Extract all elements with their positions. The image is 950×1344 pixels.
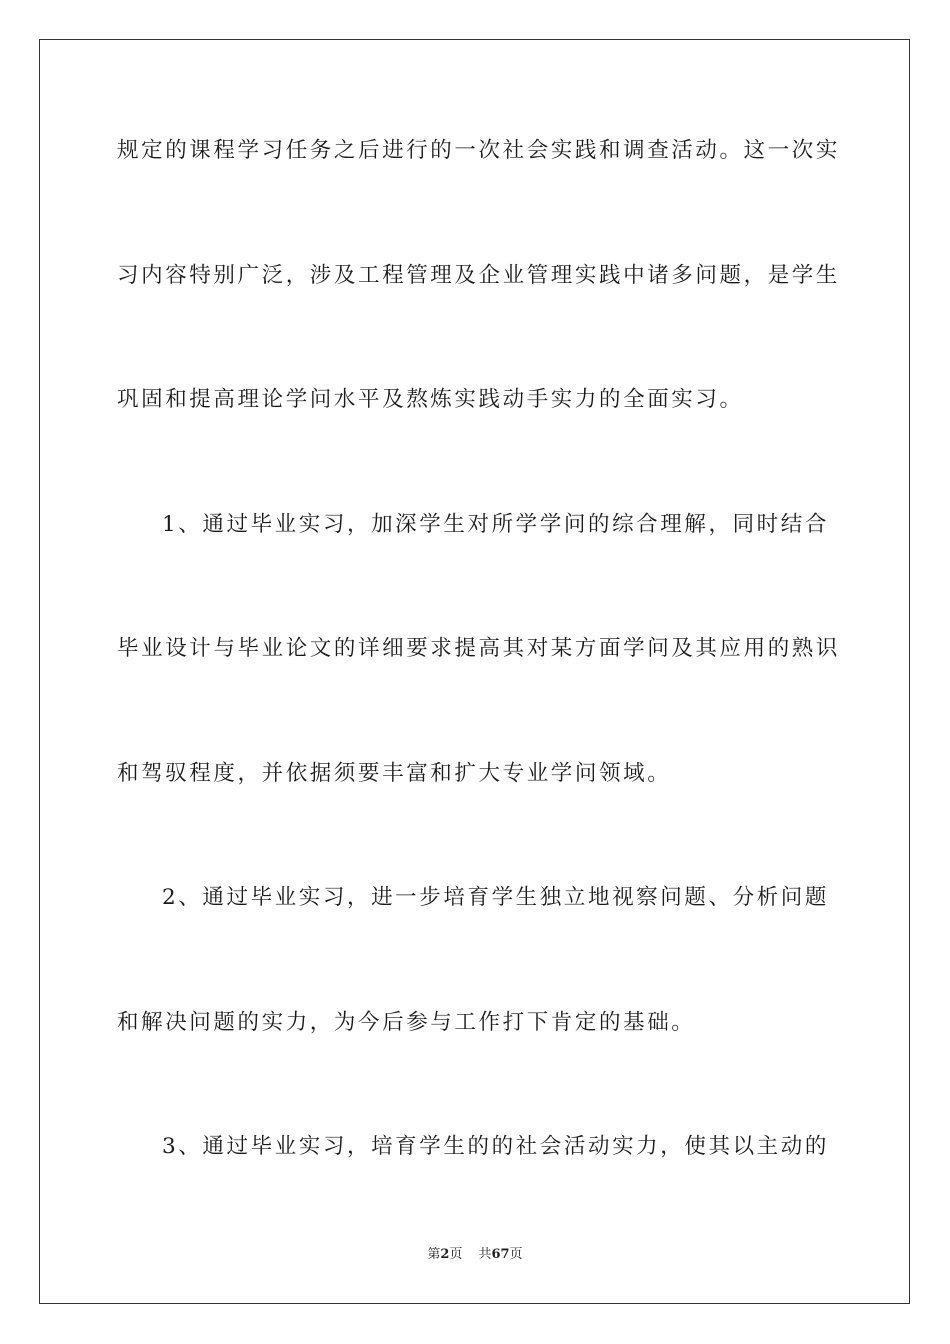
paragraph-3-line-1: 3、通过毕业实习，培育学生的的社会活动实力，使其以主动的	[162, 1134, 829, 1159]
total-suffix: 页	[509, 1247, 523, 1262]
page-footer	[0, 1246, 950, 1264]
total-pages: 67	[491, 1247, 510, 1262]
page-border	[39, 39, 910, 1304]
paragraph-1-line-2: 毕业设计与毕业论文的详细要求提高其对某方面学问及其应用的熟识	[117, 636, 841, 661]
body-line-1: 规定的课程学习任务之后进行的一次社会实践和调查活动。这一次实	[117, 138, 841, 163]
paragraph-2-line-2: 和解决问题的实力，为今后参与工作打下肯定的基础。	[117, 1010, 696, 1035]
body-line-2: 习内容特别广泛，涉及工程管理及企业管理实践中诸多问题，是学生	[117, 263, 841, 288]
paragraph-1-line-1: 1、通过毕业实习，加深学生对所学学问的综合理解，同时结合	[162, 512, 829, 537]
total-prefix: 共	[478, 1247, 492, 1262]
page-number: 2	[440, 1247, 450, 1262]
paragraph-2-line-1: 2、通过毕业实习，进一步培育学生独立地视察问题、分析问题	[162, 885, 829, 910]
paragraph-1-line-3: 和驾驭程度，并依据须要丰富和扩大专业学问领域。	[117, 761, 672, 786]
body-line-3: 巩固和提高理论学问水平及熬炼实践动手实力的全面实习。	[117, 387, 744, 412]
page-suffix: 页	[449, 1247, 463, 1262]
page-prefix: 第	[427, 1247, 441, 1262]
